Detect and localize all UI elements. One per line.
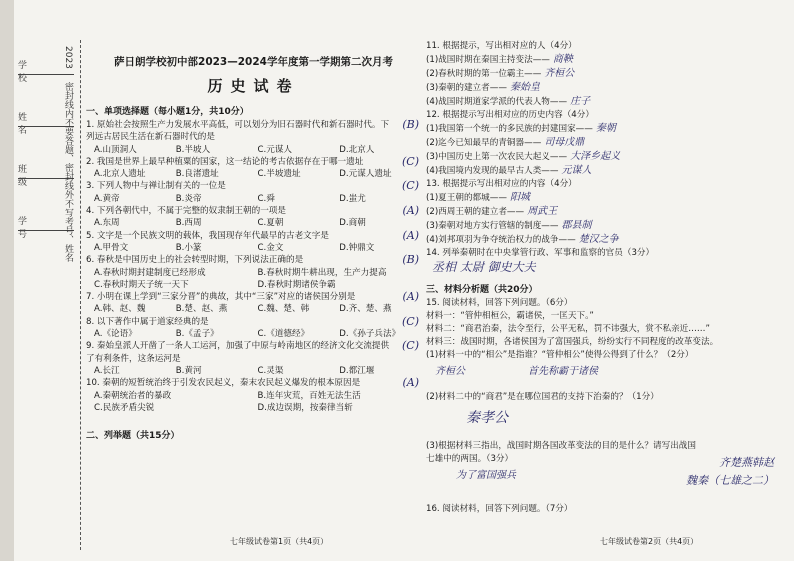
seal-line — [80, 40, 81, 550]
q15-sub3-side-answer1: 齐楚燕韩赵 — [719, 456, 774, 469]
mcq-list — [86, 119, 421, 414]
handwritten-answer: 齐桓公 — [544, 68, 575, 79]
handwritten-answer: 秦始皇 — [509, 82, 540, 93]
footer-left: 七年级试卷第1页（共4页） — [230, 537, 329, 546]
question-text: 10. 秦朝的短暂统治终于引发农民起义，秦末农民起义爆发的根本原因是 — [86, 378, 361, 389]
question-text: 9. 秦始皇派人开凿了一条人工运河，加强了中原与岭南地区的经济文化交流提供了有利条件，这条运河是 — [86, 341, 390, 364]
item-prompt: (2)西周王朝的建立者—— — [426, 207, 525, 217]
right-column — [426, 40, 778, 516]
field-name: 姓名 — [18, 113, 38, 136]
q15-sub3 — [426, 440, 778, 487]
handwritten-answer: 庄子 — [570, 96, 591, 107]
question-stem — [86, 254, 421, 266]
field-number: 学号 — [18, 217, 38, 240]
q12-item — [426, 136, 778, 150]
handwritten-answer: (A) — [402, 204, 419, 218]
option: C.春秋时期天子统一天下 — [94, 279, 189, 290]
section2-heading: 二、列举题（共15分） — [86, 431, 180, 442]
material-2: 材料二：“商君治秦，法令至行，公平无私，罚不讳强大，赏不私亲近……” — [426, 324, 710, 334]
binding-year: 2023 — [63, 46, 73, 69]
q15-sub1-answer1: 齐桓公 — [435, 366, 465, 377]
question-stem — [86, 291, 421, 303]
option: A.长江 — [94, 365, 120, 376]
question-stem — [86, 316, 421, 328]
item-prompt: (1)我国第一个统一的多民族的封建国家—— — [426, 124, 593, 134]
handwritten-answer: (C) — [402, 179, 419, 193]
material-1: 材料一：“管仲相桓公，霸诸侯，一匡天下。” — [426, 311, 594, 321]
options-row — [86, 328, 421, 340]
q14-answer: 丞相 太尉 御史大夫 — [432, 260, 536, 274]
item-prompt: (3)秦朝对地方实行管辖的制度—— — [426, 221, 559, 231]
binding-seal-text: 密封线内不要答题、密封线外不写考号、姓名 — [63, 82, 73, 262]
q13-item — [426, 219, 778, 233]
item-prompt: (3)中国历史上第一次农民大起义—— — [426, 152, 568, 162]
q15-sub1: (1)材料一中的“相公”是指谁？“管仲相公”使得公得到了什么？（2分） — [426, 350, 694, 360]
q15-sub1-answer2: 首先称霸于诸侯 — [528, 366, 598, 377]
subject-title: 历史试卷 — [207, 77, 300, 95]
question-stem — [86, 156, 421, 168]
q12-items — [426, 122, 778, 178]
q12-item — [426, 150, 778, 164]
question-text: 7. 小明在课上学到“三家分晋”的典故，其中“三家”对应的诸侯国分别是 — [86, 292, 356, 303]
option: A.春秋时期封建制度已经形成 — [94, 267, 206, 278]
option: B.半坡人 — [175, 144, 211, 155]
option: D.钟鼎文 — [339, 242, 375, 253]
q11-items — [426, 53, 778, 109]
question-text: 6. 春秋是中国历史上的社会转型时期，下列说法正确的是 — [86, 255, 304, 266]
q14-text: 14. 列举秦朝时在中央掌管行政、军事和监察的官员（3分） — [426, 248, 655, 258]
item-prompt: (2)迄今已知最早的青铜器—— — [426, 138, 542, 148]
q13-item — [426, 191, 778, 205]
question-stem — [86, 119, 421, 144]
option: B.《孟子》 — [175, 329, 219, 340]
question-text: 8. 以下著作中属于道家经典的是 — [86, 316, 209, 327]
option: D.蚩尤 — [339, 193, 366, 204]
option: A.甲骨文 — [94, 242, 129, 253]
option: C.魏、楚、韩 — [257, 304, 310, 315]
left-column — [86, 40, 421, 443]
option: C.元谋人 — [257, 144, 293, 155]
option: B.春秋时期牛耕出现，生产力提高 — [257, 267, 387, 278]
q15-sub3-text: (3)根据材料三指出，战国时期各国改革变法的目的是什么？请写出战国七雄中的两国。（3分） — [426, 441, 696, 464]
option: A.秦朝统治者的暴政 — [94, 390, 172, 401]
options-row — [86, 144, 421, 156]
q12-head: 12. 根据提示写出相对应的历史内容（4分） — [426, 110, 594, 120]
item-prompt: (2)春秋时期的第一位霸主—— — [426, 69, 542, 79]
option: A.《论语》 — [94, 329, 137, 340]
option: D.《孙子兵法》 — [339, 329, 401, 340]
exam-title: 萨日朗学校初中部2023—2024学年度第一学期第二次月考 — [114, 56, 393, 68]
section3-heading: 三、材料分析题（共20分） — [426, 285, 538, 295]
option: D.齐、楚、燕 — [339, 304, 392, 315]
option: C.金文 — [257, 242, 284, 253]
item-prompt: (4)刘邦项羽为争夺统治权力的战争—— — [426, 235, 576, 245]
option: C.舜 — [257, 193, 275, 204]
handwritten-answer: 郡县制 — [561, 220, 592, 231]
item-prompt: (4)战国时期道家学派的代表人物—— — [426, 97, 568, 107]
scan-edge — [0, 0, 14, 561]
q15-head: 15. 阅读材料，回答下列问题。（6分） — [426, 298, 573, 308]
option: B.西周 — [175, 218, 202, 229]
handwritten-answer: 周武王 — [527, 206, 558, 217]
q16-head: 16. 阅读材料，回答下列问题。（7分） — [426, 504, 573, 514]
option: D.成边误期，按秦律当斩 — [257, 402, 353, 413]
q11-head: 11. 根据提示，写出相对应的人（4分） — [426, 41, 577, 51]
handwritten-answer: 司母戊鼎 — [544, 137, 585, 148]
q13-items — [426, 191, 778, 247]
question-text: 1. 原始社会按照生产力发展水平高低，可以划分为旧石器时代和新石器时代。下列远古居民生活在新石器时代的是 — [86, 120, 390, 143]
item-prompt: (1)战国时期在秦国主持变法—— — [426, 55, 550, 65]
option: C.夏朝 — [257, 218, 284, 229]
handwritten-answer: 楚汉之争 — [578, 234, 619, 245]
handwritten-answer: 秦朝 — [595, 123, 616, 134]
options-row — [86, 365, 421, 377]
question-text: 2. 我国是世界上最早种植粟的国家，这一结论的考古依据存在于哪一遗址 — [86, 156, 364, 167]
options-row — [86, 193, 421, 205]
question-stem — [86, 205, 421, 217]
option: A.韩、赵、魏 — [94, 304, 146, 315]
q11-item — [426, 81, 778, 95]
option: D.春秋时期诸侯争霸 — [257, 279, 336, 290]
q15-sub3-inline-answer: 为了富国强兵 — [456, 470, 516, 481]
option: D.商朝 — [339, 218, 366, 229]
option: A.山顶洞人 — [94, 144, 137, 155]
option: B.炎帝 — [175, 193, 202, 204]
item-prompt: (1)夏王朝的都城—— — [426, 193, 507, 203]
handwritten-answer: (A) — [402, 290, 419, 304]
handwritten-answer: 元谋人 — [561, 165, 592, 176]
option: C.灵渠 — [257, 365, 284, 376]
option: A.北京人遗址 — [94, 169, 146, 180]
option: B.小篆 — [175, 242, 202, 253]
options-row — [86, 242, 421, 254]
handwritten-answer: (A) — [402, 376, 419, 390]
options-row — [86, 303, 421, 315]
field-school-line[interactable] — [18, 74, 74, 75]
option: D.北京人 — [339, 144, 375, 155]
handwritten-answer: (C) — [402, 339, 419, 353]
option: B.楚、赵、燕 — [175, 304, 228, 315]
q11-item — [426, 67, 778, 81]
q11-item — [426, 95, 778, 109]
handwritten-answer: (C) — [402, 154, 419, 168]
question-text: 3. 下列人物中与禅让制有关的一位是 — [86, 181, 226, 192]
q15-sub2: (2)材料二中的“商君”是在哪位国君的支持下治秦的？（1分） — [426, 392, 659, 402]
item-prompt: (3)秦朝的建立者—— — [426, 83, 507, 93]
option: C.半坡遗址 — [257, 169, 301, 180]
handwritten-answer: (B) — [402, 253, 419, 267]
question-stem — [86, 340, 421, 365]
q15-sub2-answer: 秦孝公 — [466, 410, 508, 426]
options-row — [86, 168, 421, 180]
options-row — [86, 217, 421, 229]
q12-item — [426, 164, 778, 178]
options-row — [86, 390, 421, 415]
q12-item — [426, 122, 778, 136]
handwritten-answer: 阳城 — [509, 192, 530, 203]
handwritten-answer: (A) — [402, 228, 419, 242]
footer-right: 七年级试卷第2页（共4页） — [600, 537, 699, 546]
question-stem — [86, 377, 421, 389]
question-text: 5. 文字是一个民族文明的载体，我国现存年代最早的古老文字是 — [86, 230, 329, 241]
q15-sub3-side-answer2: 魏秦（七雄之二） — [686, 474, 774, 487]
q15-sub1-answers — [426, 362, 778, 377]
question-stem — [86, 180, 421, 192]
option: C.《道德经》 — [257, 329, 310, 340]
handwritten-answer: (B) — [402, 118, 419, 131]
question-stem — [86, 230, 421, 242]
field-school: 学校 — [18, 61, 38, 84]
q11-item — [426, 53, 778, 67]
handwritten-answer: (C) — [402, 314, 419, 328]
field-class: 班级 — [18, 165, 38, 188]
q13-head: 13. 根据提示写出相对应的内容（4分） — [426, 179, 577, 189]
option: A.黄帝 — [94, 193, 120, 204]
options-row — [86, 267, 421, 292]
option: B.连年灾荒，百姓无法生活 — [257, 390, 361, 401]
material-3: 材料三：战国时期，各诸侯国为了富国强兵，纷纷实行不同程度的改革变法。 — [426, 337, 719, 347]
option: B.黄河 — [175, 365, 202, 376]
option: D.元谋人遗址 — [339, 169, 392, 180]
handwritten-answer: 大泽乡起义 — [570, 151, 621, 162]
option: B.良渚遗址 — [175, 169, 219, 180]
option: C.民族矛盾尖锐 — [94, 402, 155, 413]
handwritten-answer: 商鞅 — [552, 54, 573, 65]
q13-item — [426, 205, 778, 219]
item-prompt: (4)我国境内发现的最早古人类—— — [426, 166, 559, 176]
option: A.东周 — [94, 218, 120, 229]
section1-heading: 一、单项选择题（每小题1分，共10分） — [86, 107, 249, 117]
q13-item — [426, 233, 778, 247]
option: D.都江堰 — [339, 365, 375, 376]
question-text: 4. 下列各朝代中，不属于完整的奴隶制王朝的一项是 — [86, 206, 286, 217]
